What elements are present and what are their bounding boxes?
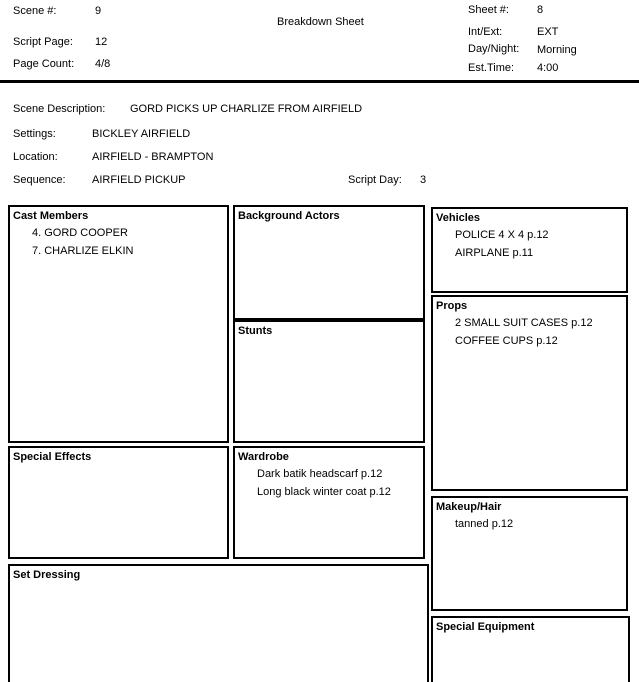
wardrobe-box — [233, 446, 425, 559]
cast-member-item: 4. GORD COOPER — [32, 227, 128, 239]
special-equipment-box — [431, 616, 630, 682]
script-day-value: 3 — [420, 174, 427, 186]
vehicle-item: POLICE 4 X 4 p.12 — [455, 229, 549, 241]
cast-member-item: 7. CHARLIZE ELKIN — [32, 245, 134, 257]
special-effects-box — [8, 446, 229, 559]
scene-number-value: 9 — [95, 5, 102, 17]
sheet-number-value: 8 — [537, 4, 544, 16]
day-night-value: Morning — [537, 44, 577, 56]
page-count-value: 4/8 — [95, 58, 111, 70]
stunts-title: Stunts — [238, 325, 273, 337]
background-actors-box — [233, 205, 425, 320]
sheet-number-label: Sheet #: — [468, 4, 509, 16]
est-time-label: Est.Time: — [468, 62, 515, 74]
makeup-hair-title: Makeup/Hair — [436, 501, 502, 513]
cast-members-box — [8, 205, 229, 443]
makeup-hair-item: tanned p.12 — [455, 518, 514, 530]
props-box — [431, 295, 628, 491]
day-night-label: Day/Night: — [468, 43, 520, 55]
vehicles-box — [431, 207, 628, 293]
script-page-value: 12 — [95, 36, 108, 48]
prop-item: COFFEE CUPS p.12 — [455, 335, 558, 347]
special-equipment-title: Special Equipment — [436, 621, 535, 633]
stunts-box — [233, 320, 425, 443]
settings-label: Settings: — [13, 128, 56, 140]
est-time-value: 4:00 — [537, 62, 559, 74]
background-actors-title: Background Actors — [238, 210, 340, 222]
cast-members-title: Cast Members — [13, 210, 89, 222]
page-count-label: Page Count: — [13, 58, 75, 70]
script-page-label: Script Page: — [13, 36, 73, 48]
vehicle-item: AIRPLANE p.11 — [455, 247, 534, 259]
settings-value: BICKLEY AIRFIELD — [92, 128, 191, 140]
wardrobe-item: Dark batik headscarf p.12 — [257, 468, 383, 480]
special-effects-title: Special Effects — [13, 451, 92, 463]
wardrobe-title: Wardrobe — [238, 451, 289, 463]
sequence-value: AIRFIELD PICKUP — [92, 174, 186, 186]
makeup-hair-box — [431, 496, 628, 611]
location-label: Location: — [13, 151, 58, 163]
prop-item: 2 SMALL SUIT CASES p.12 — [455, 317, 593, 329]
sequence-label: Sequence: — [13, 174, 66, 186]
scene-description-value: GORD PICKS UP CHARLIZE FROM AIRFIELD — [130, 103, 363, 115]
scene-number-label: Scene #: — [13, 5, 57, 17]
set-dressing-title: Set Dressing — [13, 569, 81, 581]
int-ext-value: EXT — [537, 26, 559, 38]
vehicles-title: Vehicles — [436, 212, 481, 224]
set-dressing-box — [8, 564, 429, 682]
wardrobe-item: Long black winter coat p.12 — [257, 486, 391, 498]
scene-description-label: Scene Description: — [13, 103, 106, 115]
header-divider — [0, 80, 639, 83]
props-title: Props — [436, 300, 468, 312]
location-value: AIRFIELD - BRAMPTON — [92, 151, 214, 163]
script-day-label: Script Day: — [348, 174, 402, 186]
page-title: Breakdown Sheet — [277, 16, 364, 28]
int-ext-label: Int/Ext: — [468, 26, 503, 38]
